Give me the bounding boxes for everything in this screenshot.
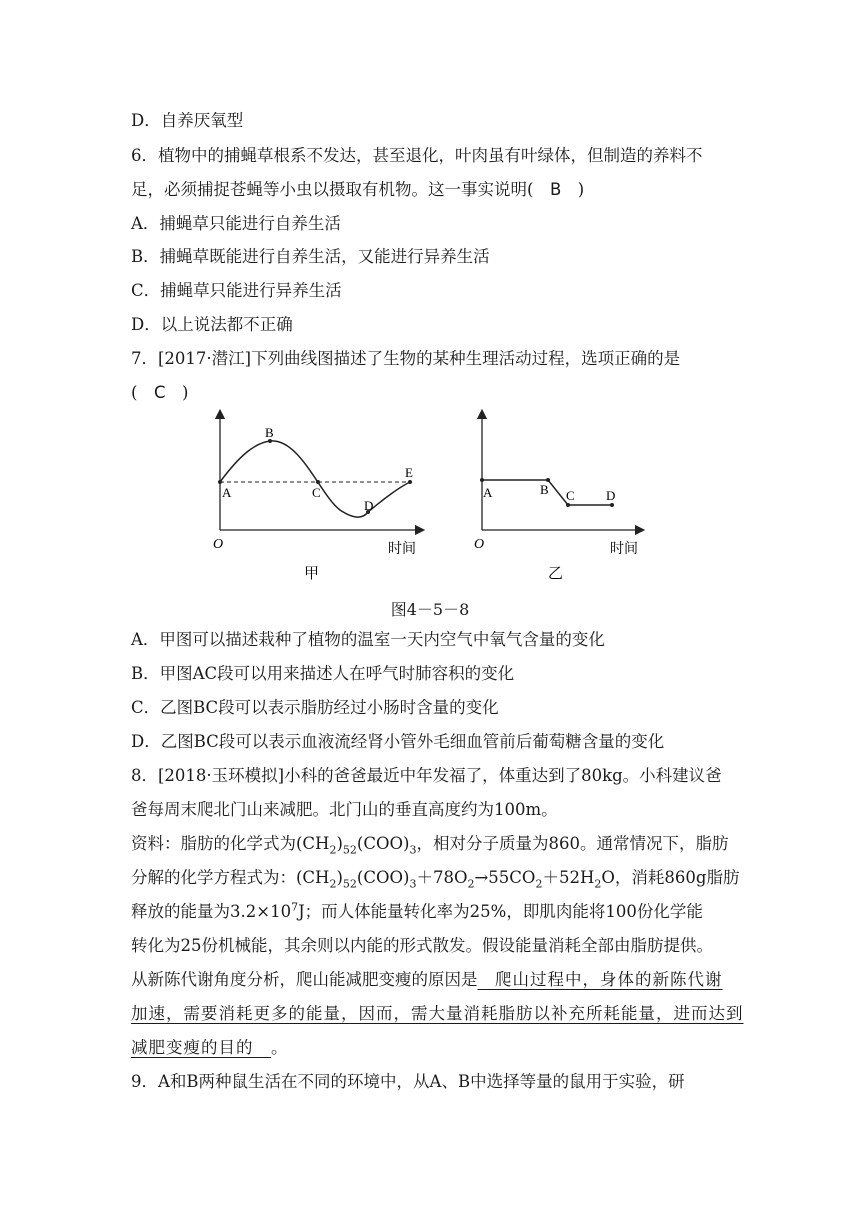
jia-label-d: D bbox=[364, 498, 374, 513]
q8-answer-line2 bbox=[131, 1003, 744, 1025]
figure-graphs bbox=[0, 0, 860, 600]
yi-label-a: A bbox=[483, 485, 493, 500]
q8-material-line3: 释放的能量为$3.2\times 10^7J$；而人体能量转化率为25%，即肌肉能将100份化学能 bbox=[131, 900, 703, 921]
q8-answer-part1: 爬山过程中，身体的新陈代谢 bbox=[477, 970, 723, 989]
q7-stem-line1: 7．[2017·潜江]下列曲线图描述了生物的某种生理活动过程，选项正确的是 bbox=[131, 349, 681, 368]
graph-jia bbox=[213, 414, 420, 582]
q9-stem-line1: 9．A和B两种鼠生活在不同的环境中，从A、B中选择等量的鼠用于实验，研 bbox=[131, 1072, 685, 1091]
q6-stem-line2: 足，必须捕捉苍蝇等小虫以摄取有机物。这一事实说明( B ) bbox=[131, 180, 585, 199]
q8-answer-part3: 减肥变瘦的目的 bbox=[131, 1038, 271, 1057]
jia-origin: O bbox=[213, 537, 224, 552]
q5-option-d: D．自养厌氧型 bbox=[131, 111, 244, 130]
q7-option-a: A．甲图可以描述栽种了植物的温室一天内空气中氧气含量的变化 bbox=[131, 630, 605, 649]
yi-label-c: C bbox=[566, 488, 575, 503]
jia-name: 甲 bbox=[304, 564, 320, 582]
q8-question-line1: 从新陈代谢角度分析，爬山能减肥变瘦的原因是 爬山过程中，身体的新陈代谢 bbox=[131, 970, 723, 989]
q6-option-b: B．捕蝇草既能进行自养生活，又能进行异养生活 bbox=[131, 247, 490, 266]
q7-option-b: B．甲图AC段可以用来描述人在呼气时肺容积的变化 bbox=[131, 664, 515, 683]
yi-point-d bbox=[610, 503, 614, 507]
jia-point-a bbox=[218, 480, 222, 484]
yi-name: 乙 bbox=[548, 564, 564, 582]
q7-option-d: D．乙图BC段可以表示血液流经肾小管外毛细血管前后葡萄糖含量的变化 bbox=[131, 732, 665, 751]
q6-option-d: D．以上说法都不正确 bbox=[131, 315, 293, 334]
q8-stem-line2: 爸每周末爬北门山来减肥。北门山的垂直高度约为100m。 bbox=[131, 800, 558, 819]
figure-caption: 图4－5－8 bbox=[390, 600, 470, 619]
q8-material-line2: 分解的化学方程式为：$(CH_2)_{52}(COO)_3+78O_2\to 55CO_2+52H_2O$，消耗860g脂肪 bbox=[131, 868, 740, 891]
jia-point-e bbox=[408, 480, 412, 484]
q6-answer: B bbox=[549, 180, 562, 199]
graph-yi bbox=[474, 414, 640, 582]
q8-stem-line1: 8．[2018·玉环模拟]小科的爸爸最近中年发福了，体重达到了80kg。小科建议爸 bbox=[131, 766, 722, 785]
q6-option-a: A．捕蝇草只能进行自养生活 bbox=[131, 214, 341, 233]
q7-answer: C bbox=[153, 383, 166, 402]
yi-origin: O bbox=[474, 537, 485, 552]
yi-point-a bbox=[480, 478, 484, 482]
yi-xlabel: 时间 bbox=[610, 541, 638, 557]
q8-answer-line3: 减肥变瘦的目的 。 bbox=[131, 1038, 288, 1057]
jia-label-c: C bbox=[312, 485, 321, 500]
jia-label-b: B bbox=[265, 425, 274, 440]
jia-curve bbox=[220, 441, 410, 517]
yi-point-c bbox=[566, 503, 570, 507]
q8-answer-part2: 加速，需要消耗更多的能量，因而，需大量消耗脂肪以补充所耗能量，进而达到 bbox=[131, 1004, 744, 1023]
q6-stem-line1: 6．植物中的捕蝇草根系不发达，甚至退化，叶肉虽有叶绿体，但制造的养料不 bbox=[131, 146, 703, 165]
q6-option-c: C．捕蝇草只能进行异养生活 bbox=[131, 281, 342, 300]
jia-xlabel: 时间 bbox=[388, 541, 416, 557]
yi-label-d: D bbox=[606, 488, 616, 503]
q7-stem-line2: ( C ) bbox=[131, 383, 189, 402]
q8-material-line1: 资料：脂肪的化学式为$(CH_2)_{52}(COO)_3$，相对分子质量为860。通常情况下，脂肪 bbox=[131, 834, 729, 857]
q8-material-line4: 转化为25份机械能，其余则以内能的形式散发。假设能量消耗全部由脂肪提供。 bbox=[131, 936, 713, 955]
jia-point-c bbox=[316, 480, 320, 484]
jia-label-a: A bbox=[222, 485, 232, 500]
jia-label-e: E bbox=[405, 465, 413, 480]
q7-option-c: C．乙图BC段可以表示脂肪经过小肠时含量的变化 bbox=[131, 698, 499, 717]
yi-label-b: B bbox=[540, 482, 549, 497]
